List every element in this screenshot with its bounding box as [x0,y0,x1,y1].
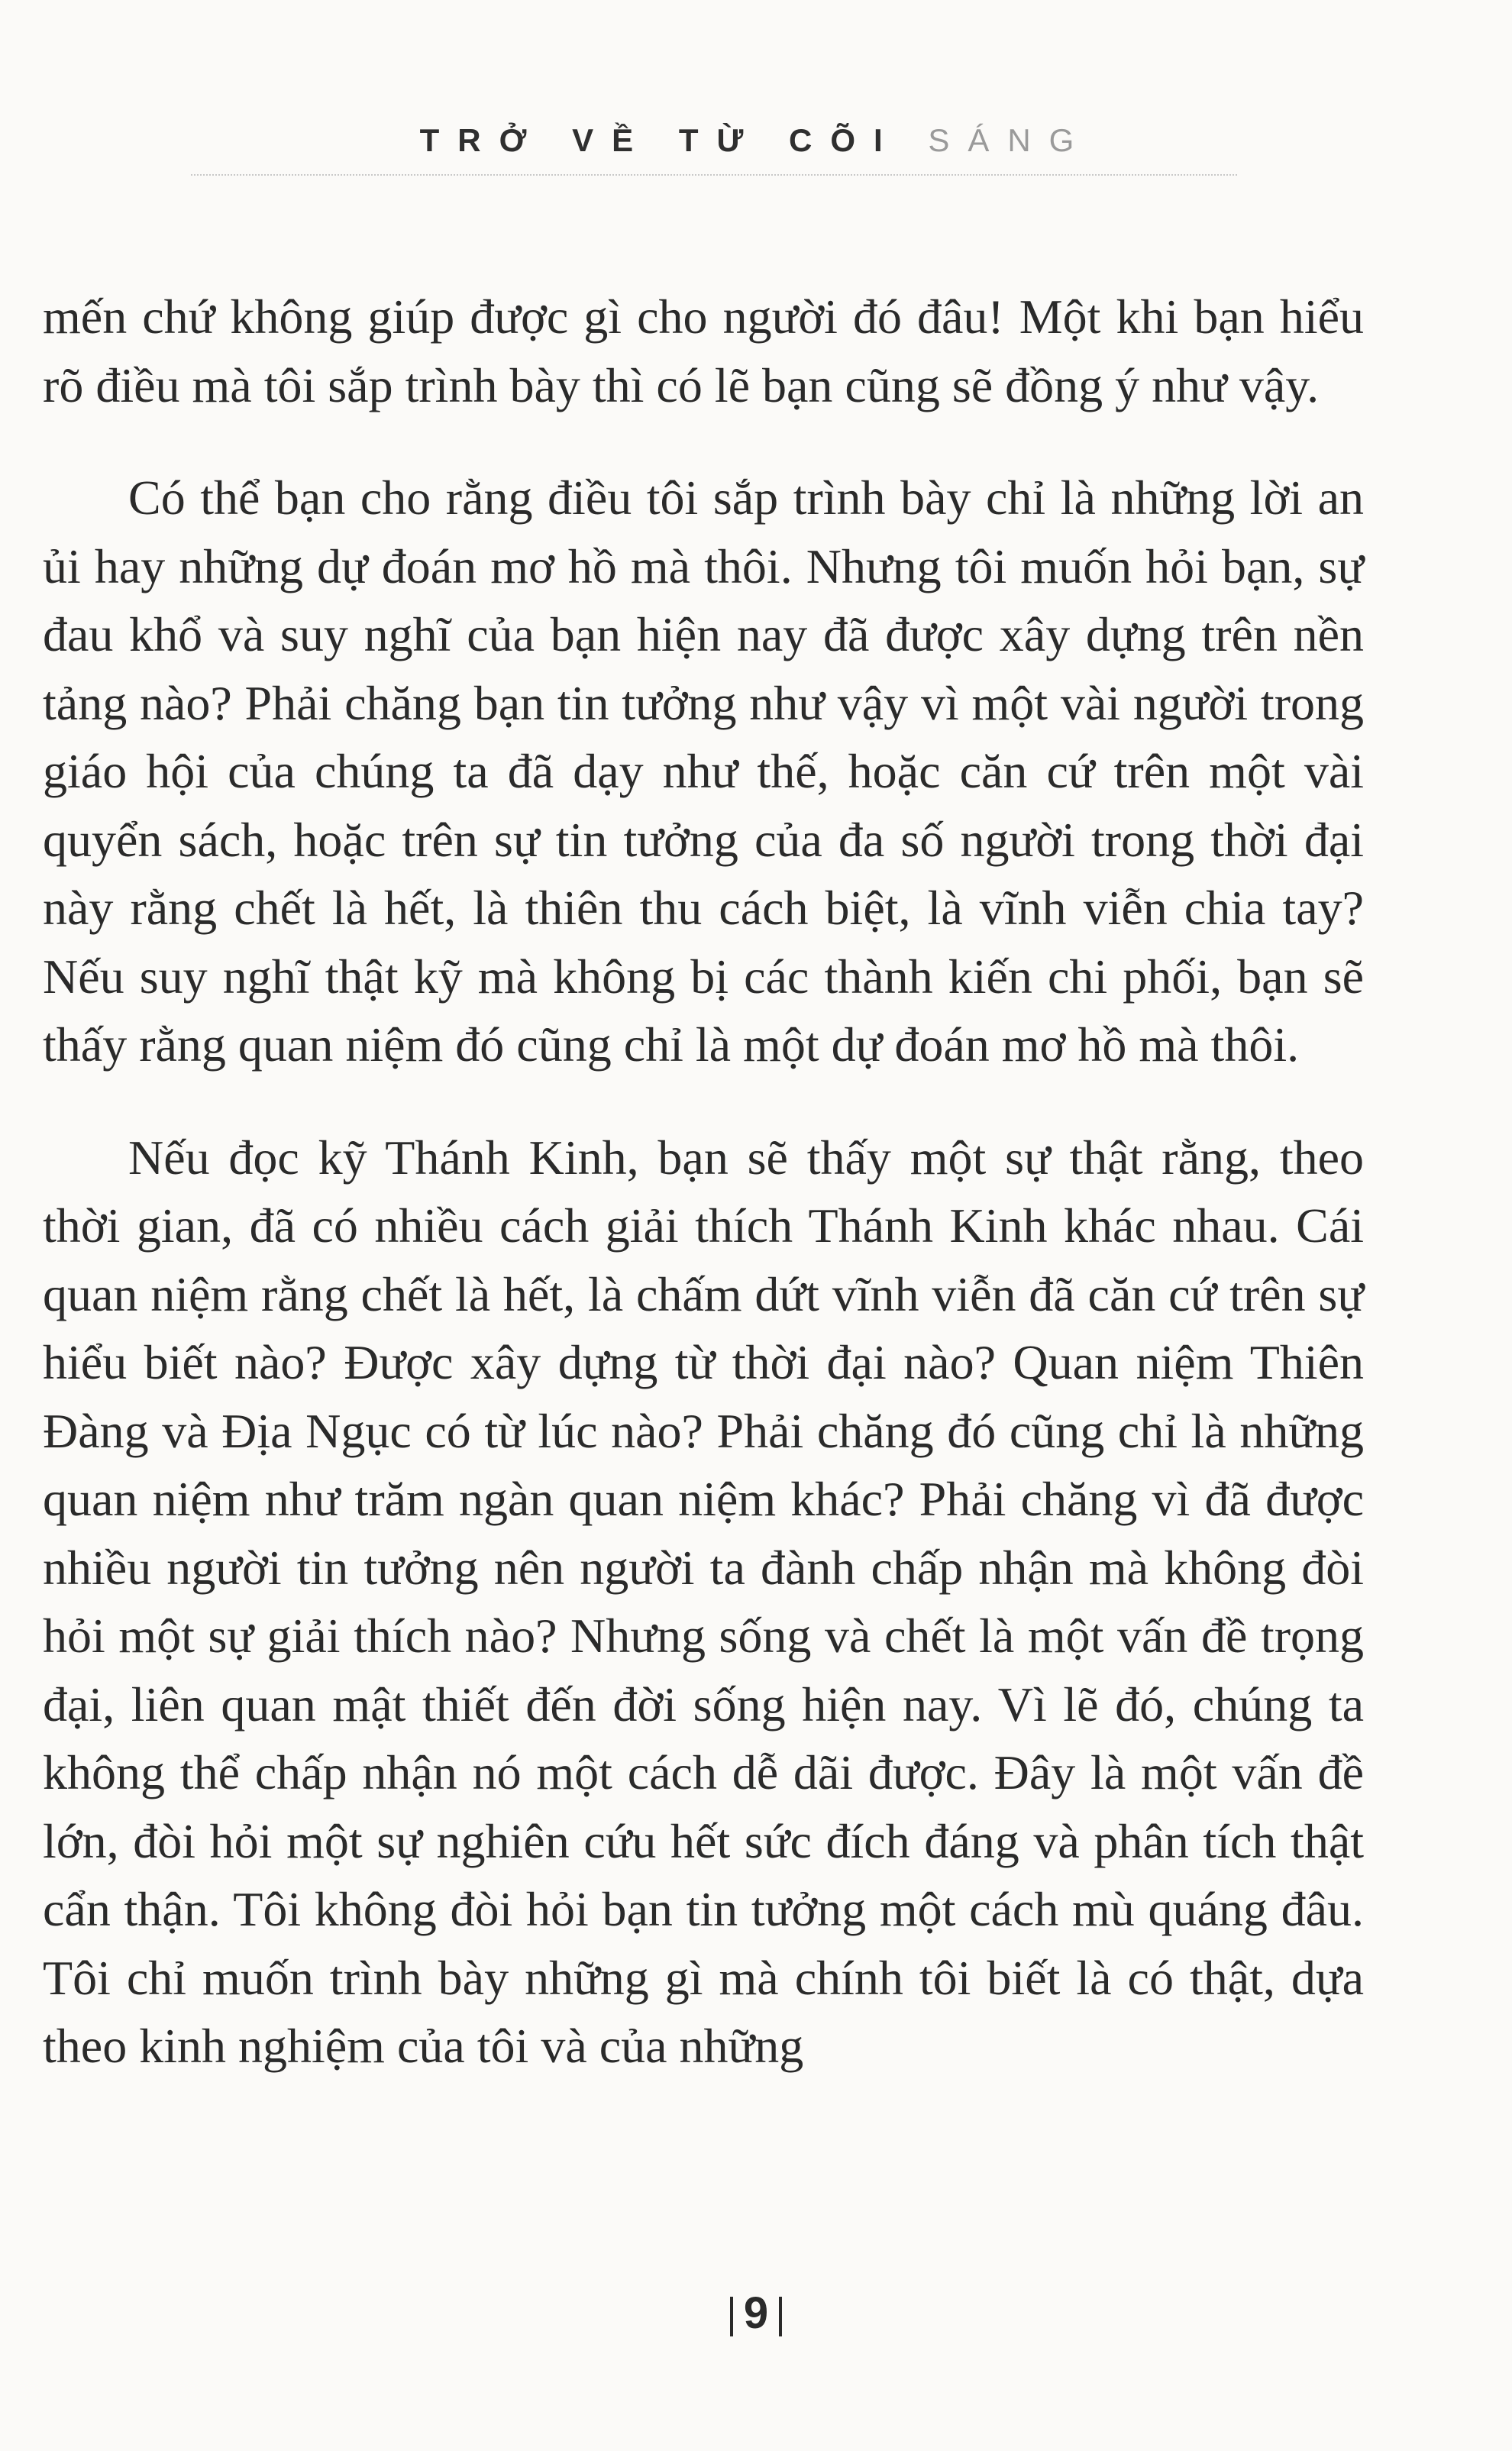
running-head-title: TRỞ VỀ TỪ CÕI [419,122,901,158]
running-head-title-faded: SÁNG [928,122,1093,158]
page-number-bar-left [730,2297,733,2336]
paragraph-continued: mến chứ không giúp được gì cho người đó đâu! Một khi bạn hiểu rõ điều mà tôi sắp trình bày thì có lẽ bạn cũng sẽ đồng ý như vậy. [43,289,1364,412]
page-number [0,2288,1512,2339]
page-number-bar-right [779,2297,782,2336]
running-head [0,122,1512,159]
header-divider [191,174,1237,176]
paragraph: Nếu đọc kỹ Thánh Kinh, bạn sẽ thấy một sự thật rằng, theo thời gian, đã có nhiều cách giải thích Thánh Kinh khác nhau. Cái quan niệm rằng chết là hết, là chấm dứt vĩnh viễn đã căn cứ trên sự hiểu biết nào? Được xây dựng từ thời đại nào? Quan niệm Thiên Đàng và Địa Ngục có từ lúc nào? Phải chăng đó cũng chỉ là những quan niệm như trăm ngàn quan niệm khác? Phải chăng vì đã được nhiều người tin tưởng nên người ta đành chấp nhận mà không đòi hỏi một sự giải thích nào? Nhưng sống và chết là một vấn đề trọng đại, liên quan mật thiết đến đời sống hiện nay. Vì lẽ đó, chúng ta không thể chấp nhận nó một cách dễ dãi được. Đây là một vấn đề lớn, đòi hỏi một sự nghiên cứu hết sức đích đáng và phân tích thật cẩn thận. Tôi không đòi hỏi bạn tin tưởng một cách mù quáng đâu. Tôi chỉ muốn trình bày những gì mà chính tôi biết là có thật, dựa theo kinh nghiệm của tôi và của những [43,1130,1364,2073]
paragraph: Có thể bạn cho rằng điều tôi sắp trình bày chỉ là những lời an ủi hay những dự đoán mơ hồ mà thôi. Nhưng tôi muốn hỏi bạn, sự đau khổ và suy nghĩ của bạn hiện nay đã được xây dựng trên nền tảng nào? Phải chăng bạn tin tưởng như vậy vì một vài người trong giáo hội của chúng ta đã dạy như thế, hoặc căn cứ trên một vài quyển sách, hoặc trên sự tin tưởng của đa số người trong thời đại này rằng chết là hết, là thiên thu cách biệt, là vĩnh viễn chia tay? Nếu suy nghĩ thật kỹ mà không bị các thành kiến chi phối, bạn sẽ thấy rằng quan niệm đó cũng chỉ là một dự đoán mơ hồ mà thôi. [43,470,1364,1072]
body-text [43,283,1364,2081]
page-number-value: 9 [743,2288,769,2338]
